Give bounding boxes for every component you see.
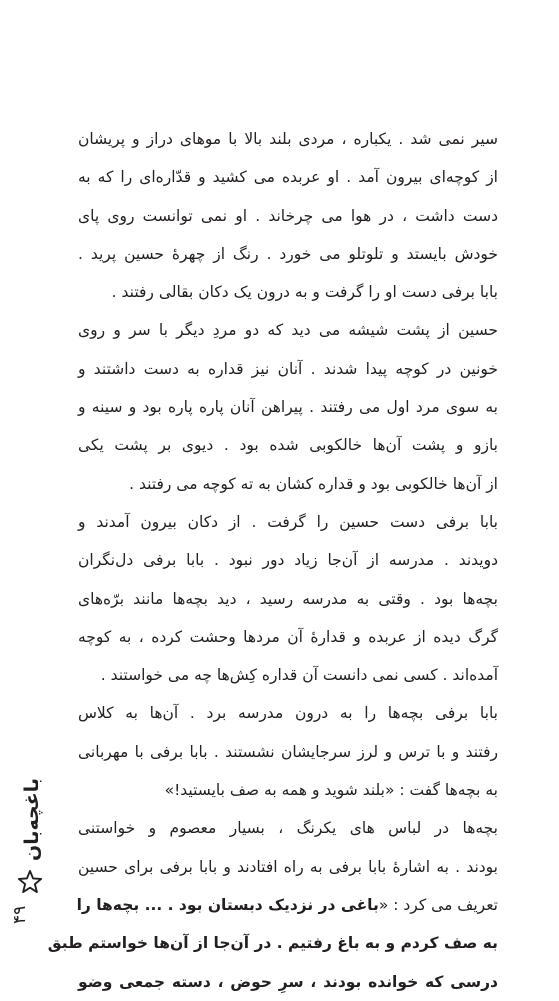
text-line: به سوی مرد اول می رفتند . پیراهن آنان پاره پاره بود و سینه و: [78, 398, 498, 417]
text-line: بابا برفی دست حسین را گرفت . از دکان بیرون آمدند و: [78, 512, 498, 531]
text-segment: تعریف می کرد : «: [378, 895, 498, 914]
bold-text-line: به صف کردم و به باغ رفتیم . در آن‌جا از آن‌ها خواستم طبق: [47, 934, 498, 953]
text-line: به بچه‌ها گفت : «بلند شوید و همه به صف بایستید!»: [164, 781, 498, 800]
text-line: گرگ دیده از عربده و قدارهٔ آن مردها وحشت کرده ، به کوچه: [78, 627, 498, 646]
text-line: دست داشت ، در هوا می چرخاند . او نمی توانست روی پای: [78, 206, 498, 225]
text-line: بازو و پشت آن‌ها خالکوبی شده بود . دیوی بر پشت یکی: [78, 436, 498, 455]
text-line: سیر نمی شد . یکباره ، مردی بلند بالا با موهای دراز و پریشان: [78, 130, 498, 148]
text-line: رفتند و با ترس و لرز سرجایشان نشستند . بابا برفی با مهربانی: [78, 742, 498, 761]
text-line-mixed: [78, 886, 498, 924]
text-line: خودش بایستد و تلوتلو می خورد . رنگ از چهرهٔ حسین پرید .: [78, 244, 498, 263]
text-line: دویدند . مدرسه از آن‌جا زیاد دور نبود . بابا برفی دل‌نگران: [78, 551, 498, 570]
body-text: [47, 120, 498, 1001]
star-outline-icon: [16, 868, 44, 896]
page-number: ۴۹: [10, 905, 30, 925]
text-line: خونین در کوچه پیدا شدند . آنان نیز قداره به دست داشتند و: [78, 359, 498, 378]
text-line: حسین از پشت شیشه می دید که دو مردِ دیگر با سر و روی: [78, 321, 498, 340]
text-line: آمده‌اند . کسی نمی دانست آن قداره کِش‌ها چه می خواستند .: [100, 666, 498, 685]
text-line: از کوچه‌ای بیرون آمد . او عربده می کشید و قدّاره‌ای را که به: [78, 168, 498, 187]
bold-text-line: درسی که خوانده بودند ، سرِ حوض ، دسته جمعی وضو: [78, 972, 498, 991]
bold-text-segment: باغی در نزدیک دبستان بود . ... بچه‌ها را: [76, 895, 379, 914]
text-line: بابا برفی دست او را گرفت و به درون یک دکان بقالی رفتند .: [111, 283, 498, 302]
text-line: بچه‌ها بود . وقتی به مدرسه رسید ، دید بچه‌ها مانند برّه‌های: [78, 589, 498, 608]
text-line: بابا برفی بچه‌ها را به درون مدرسه برد . آن‌ها به کلاس: [78, 704, 498, 723]
text-line: بچه‌ها در لباس های یکرنگ ، بسیار معصوم و خواستنی: [78, 819, 498, 838]
text-line: از آن‌ها خالکوبی بود و قداره کشان به ته کوچه می رفتند .: [129, 474, 498, 493]
text-line: بودند . به اشارهٔ بابا برفی به راه افتادند و بابا برفی برای حسین: [78, 857, 498, 876]
book-title: باغچه‌بان: [21, 778, 43, 862]
page-footer-sidebar: [10, 770, 50, 930]
